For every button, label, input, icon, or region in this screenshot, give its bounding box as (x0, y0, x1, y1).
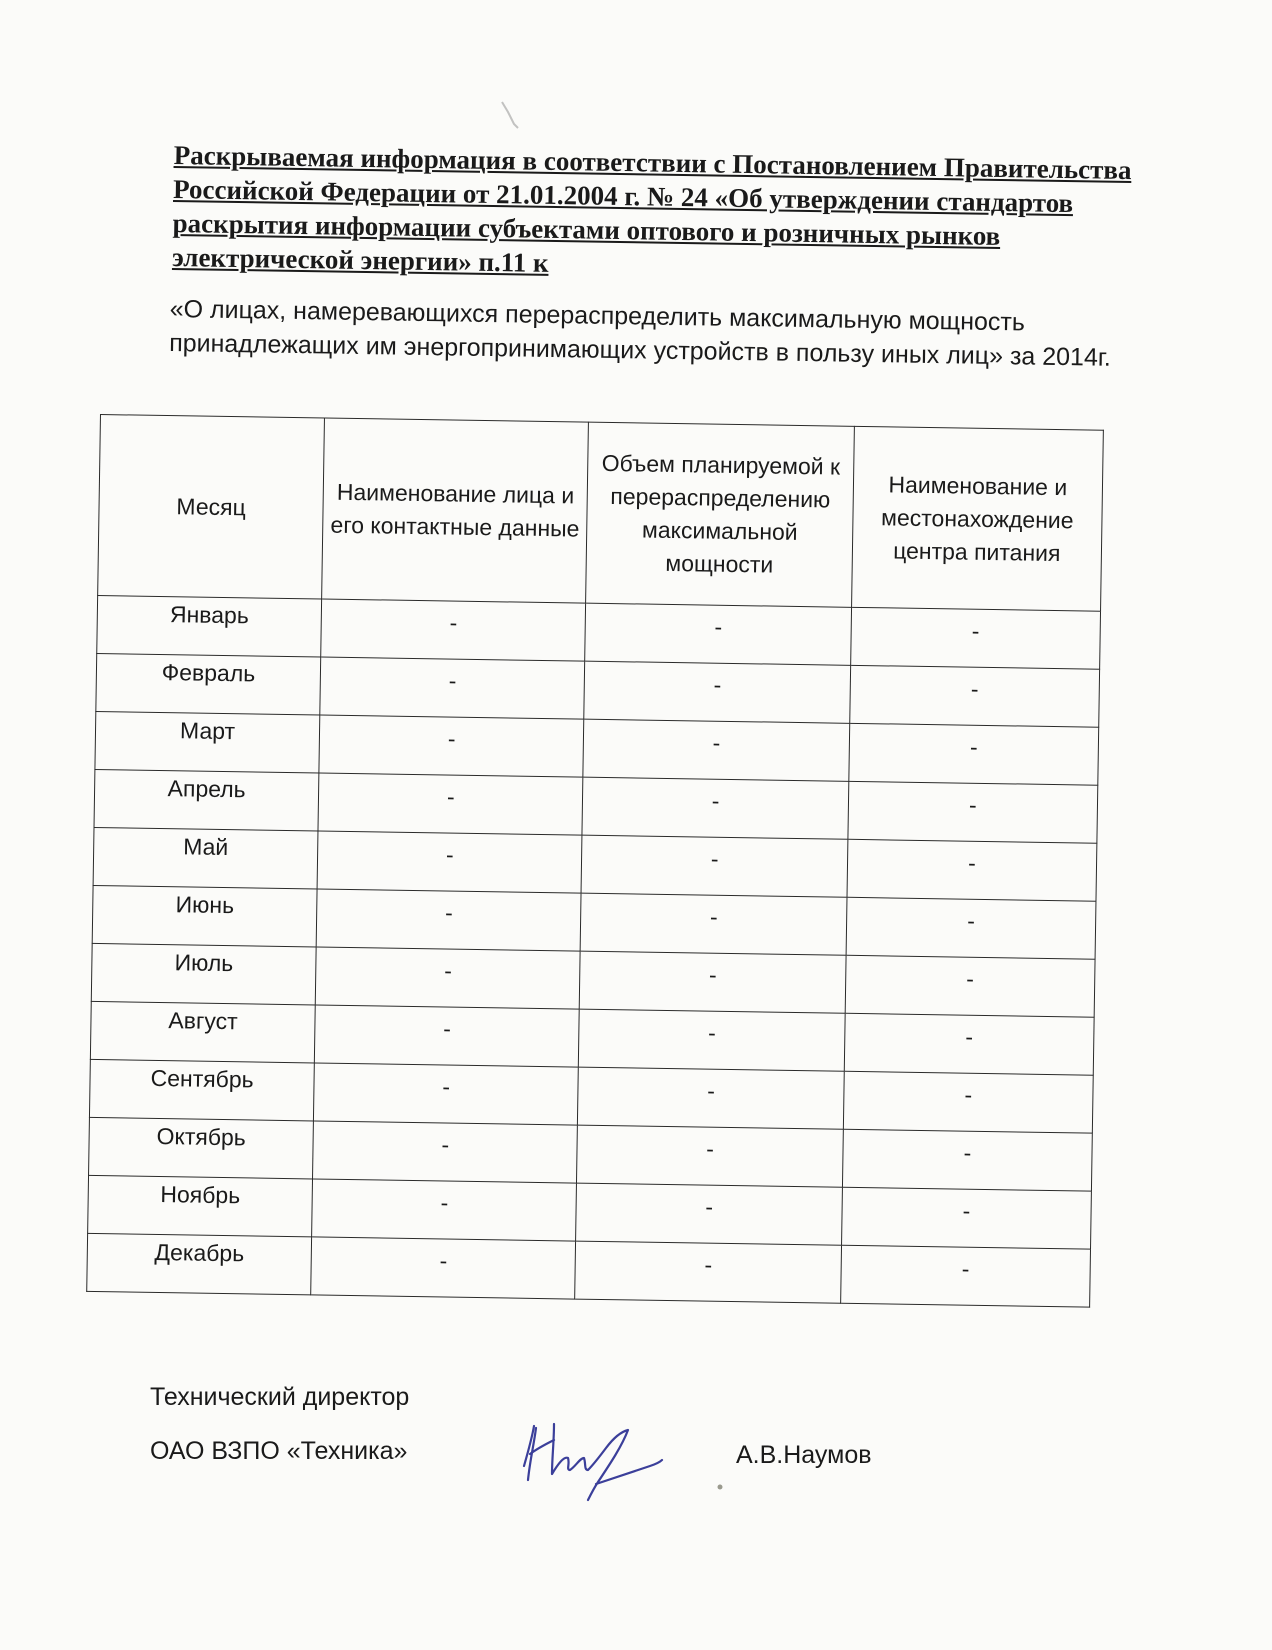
cell-center: - (843, 1071, 1093, 1133)
paper-smudge (498, 100, 524, 130)
cell-person: - (311, 1237, 576, 1299)
cell-volume: - (582, 777, 848, 839)
cell-person: - (314, 1005, 579, 1067)
header-power-center: Наименование и местонахождение центра питания (851, 426, 1103, 611)
cell-person: - (317, 831, 582, 893)
cell-center: - (848, 781, 1098, 843)
cell-volume: - (581, 835, 847, 897)
cell-person: - (320, 657, 585, 719)
cell-center: - (841, 1187, 1091, 1249)
cell-volume: - (578, 1067, 844, 1129)
cell-person: - (318, 773, 583, 835)
cell-volume: - (581, 893, 847, 955)
cell-center: - (849, 723, 1099, 785)
cell-volume: - (584, 661, 850, 723)
cell-center: - (844, 1013, 1094, 1075)
header-month: Месяц (98, 415, 325, 599)
cell-person: - (316, 889, 581, 951)
document-heading: Раскрываемая информация в соответствии с Постановлением Правительства Российской Федерации от 21.01.2004 г. № 24 «Об утверждении стандартов раскрытия информации субъектами оптового и розничных рынков электрической энергии» п.11 к (171, 139, 1132, 278)
cell-month: Октябрь (89, 1117, 314, 1179)
cell-month: Декабрь (87, 1233, 312, 1295)
table-header-row (98, 415, 1104, 612)
cell-person: - (313, 1121, 578, 1183)
cell-center: - (846, 897, 1096, 959)
header-person-contacts: Наименование лица и его контактные данные (322, 418, 589, 603)
cell-person: - (312, 1179, 577, 1241)
cell-center: - (845, 955, 1095, 1017)
cell-center: - (850, 665, 1100, 727)
cell-person: - (314, 1063, 579, 1125)
cell-volume: - (575, 1241, 841, 1303)
redistribution-table (86, 414, 1104, 1308)
cell-month: Сентябрь (89, 1059, 314, 1121)
cell-volume: - (585, 603, 851, 665)
cell-center: - (847, 839, 1097, 901)
cell-person: - (319, 715, 584, 777)
cell-center: - (840, 1245, 1090, 1307)
cell-month: Апрель (94, 769, 319, 831)
document-subheading: «О лицах, намеревающихся перераспределить максимальную мощность принадлежащих им энергопринимающих устройств в пользу иных лиц» за 2014г. (168, 294, 1112, 372)
cell-person: - (321, 599, 586, 661)
table-body (87, 595, 1101, 1307)
signatory-name: А.В.Наумов (736, 1441, 872, 1469)
cell-volume: - (576, 1183, 842, 1245)
cell-person: - (315, 947, 580, 1009)
cell-volume: - (577, 1125, 843, 1187)
cell-month: Ноябрь (88, 1175, 313, 1237)
cell-month: Август (90, 1001, 315, 1063)
cell-month: Июль (91, 943, 316, 1005)
cell-center: - (842, 1129, 1092, 1191)
cell-month: Январь (97, 595, 322, 657)
paper-speck (715, 1482, 725, 1492)
cell-volume: - (579, 1009, 845, 1071)
handwritten-signature (510, 1408, 690, 1503)
cell-month: Май (93, 827, 318, 889)
cell-volume: - (580, 951, 846, 1013)
cell-center: - (850, 607, 1100, 669)
cell-month: Февраль (96, 653, 321, 715)
cell-month: Июнь (92, 885, 317, 947)
header-power-volume: Объем планируемой к перераспределению максимальной мощности (586, 422, 854, 607)
signatory-organization: ОАО ВЗПО «Техника» (150, 1437, 408, 1465)
cell-volume: - (583, 719, 849, 781)
cell-month: Март (95, 711, 320, 773)
data-table-wrapper (86, 414, 1104, 1308)
signatory-position: Технический директор (150, 1383, 410, 1411)
